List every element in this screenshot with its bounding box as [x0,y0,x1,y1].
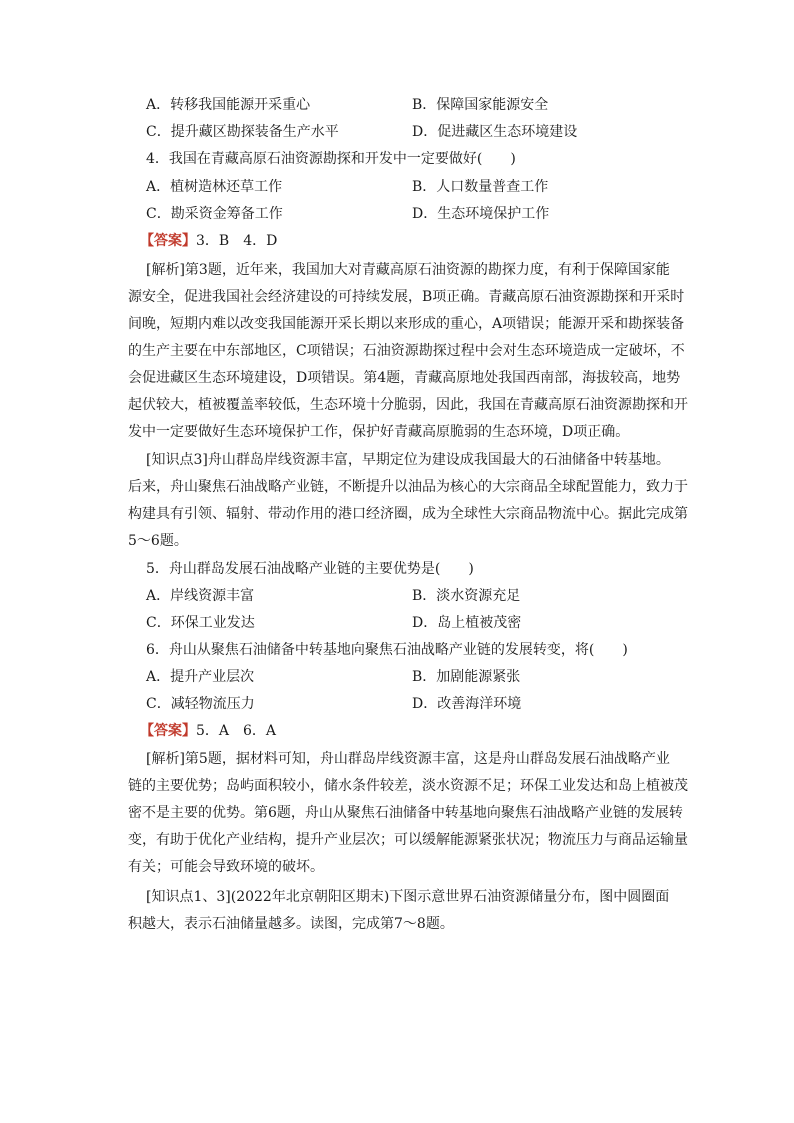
q5-option-c: C．环保工业发达 [146,615,255,631]
q6-option-b: B．加剧能源紧张 [412,669,521,685]
material-line: 5～6题。 [128,533,188,549]
q3-option-b: B．保障国家能源安全 [412,97,549,113]
q5-option-d: D．岛上植被茂密 [412,615,522,631]
q4-option-b: B．人口数量普查工作 [412,179,549,195]
q6-option-d: D．改善海洋环境 [412,696,522,712]
analysis-line: 会促进藏区生态环境建设，D项错误。第4题，青藏高原地处我国西南部，海拔较高，地势 [128,370,681,386]
answer-text: 5．A 6．A [196,723,277,739]
material-line: [知识点3]舟山群岛岸线资源丰富，早期定位为建设成我国最大的石油储备中转基地。 [146,452,670,468]
answer-tag: 【答案】 [140,233,196,249]
analysis-line: 发中一定要做好生态环境保护工作，保护好青藏高原脆弱的生态环境，D项正确。 [128,424,630,440]
analysis-line: 变，有助于优化产业结构，提升产业层次；可以缓解能源紧张状况；物流压力与商品运输量 [128,832,688,848]
answer-5-6 [140,721,276,741]
analysis-5-6 [128,746,688,881]
analysis-line: 密不是主要的优势。第6题，舟山从聚焦石油储备中转基地向聚焦石油战略产业链的发展转 [128,805,683,821]
analysis-line: 的生产主要在中东部地区，C项错误；石油资源勘探过程中会对生态环境造成一定破坏，不 [128,343,685,359]
q4-stem: 4．我国在青藏高原石油资源勘探和开发中一定要做好( ) [146,151,516,167]
analysis-line: 链的主要优势；岛屿面积较小，储水条件较差，淡水资源不足；环保工业发达和岛上植被茂 [128,778,688,794]
q4-option-d: D．生态环境保护工作 [412,206,550,222]
analysis-line: [解析]第3题，近年来，我国加大对青藏高原石油资源的勘探力度，有利于保障国家能 [146,262,670,278]
q5-stem: 5．舟山群岛发展石油战略产业链的主要优势是( ) [146,561,474,577]
analysis-line: [解析]第5题，据材料可知，舟山群岛岸线资源丰富，这是舟山群岛发展石油战略产业 [146,751,670,767]
analysis-line: 间晚，短期内难以改变我国能源开采长期以来形成的重心，A项错误；能源开采和勘探装备 [128,316,685,332]
analysis-line: 有关；可能会导致环境的破坏。 [128,859,324,875]
material-line: [知识点1、3](2022年北京朝阳区期末)下图示意世界石油资源储量分布，图中圆圈面 [146,889,670,905]
analysis-line: 源安全，促进我国社会经济建设的可持续发展，B项正确。青藏高原石油资源勘探和开采时 [128,289,685,305]
q3-option-a: A．转移我国能源开采重心 [146,97,311,113]
analysis-line: 起伏较大，植被覆盖率较低，生态环境十分脆弱，因此，我国在青藏高原石油资源勘探和开 [128,397,688,413]
q6-option-c: C．减轻物流压力 [146,696,255,712]
q4-option-c: C．勘采资金筹备工作 [146,206,283,222]
answer-tag: 【答案】 [140,723,196,739]
material-line: 积越大，表示石油储量越多。读图，完成第7～8题。 [128,916,454,932]
q6-stem: 6．舟山从聚焦石油储备中转基地向聚焦石油战略产业链的发展转变，将( ) [146,642,628,658]
q3-option-d: D．促进藏区生态环境建设 [412,124,578,140]
material-7-8 [128,884,688,938]
material-line: 构建具有引领、辐射、带动作用的港口经济圈，成为全球性大宗商品物流中心。据此完成第 [128,506,688,522]
q3-option-c: C．提升藏区勘探装备生产水平 [146,124,339,140]
q4-option-a: A．植树造林还草工作 [146,179,283,195]
q6-option-a: A．提升产业层次 [146,669,255,685]
material-5-6 [128,447,688,555]
material-line: 后来，舟山聚焦石油战略产业链，不断提升以油品为核心的大宗商品全球配置能力，致力于 [128,479,688,495]
q5-option-a: A．岸线资源丰富 [146,588,255,604]
answer-text: 3．B 4．D [196,233,278,249]
q5-option-b: B．淡水资源充足 [412,588,521,604]
answer-3-4 [140,231,277,251]
analysis-3-4 [128,257,688,446]
